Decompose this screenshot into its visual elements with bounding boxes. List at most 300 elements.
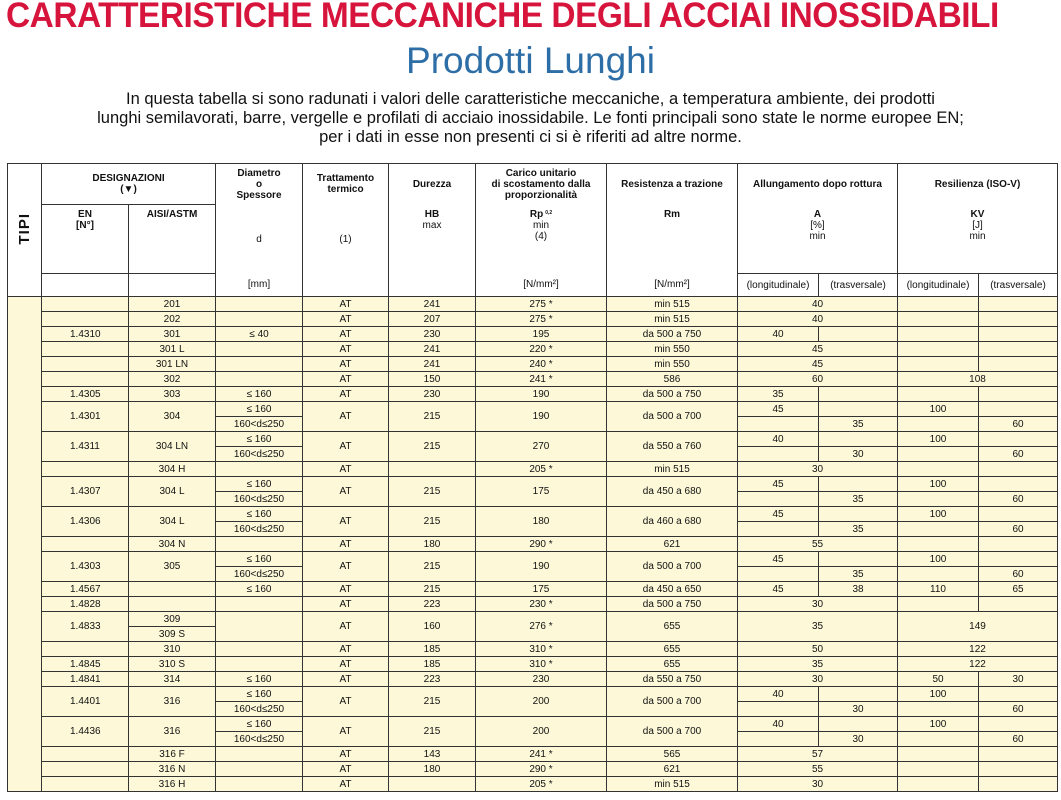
trattamento-cell: [303, 747, 389, 762]
en-cell: [42, 762, 129, 777]
rm-cell-text: da 500 a 750: [642, 328, 702, 340]
kv-longitudinale-cell: [898, 687, 979, 702]
allungamento-cell: [738, 462, 898, 477]
kv-longitudinale-cell: [898, 777, 979, 792]
en-cell-text: 1.4303: [70, 561, 101, 572]
trattamento-cell: [303, 297, 389, 312]
rm-cell: [607, 327, 738, 342]
kv-longitudinale-cell-text: 100: [929, 478, 947, 490]
en-cell: [42, 597, 129, 612]
trattamento-cell: [303, 357, 389, 372]
aisi-cell: [129, 762, 216, 777]
table-row: [8, 537, 1058, 552]
kv-trasversale-cell: [979, 477, 1058, 492]
diametro-cell-text: ≤ 160: [246, 718, 272, 730]
diametro-cell: [216, 717, 303, 732]
allungamento-header: Allungamento dopo rottura: [738, 164, 898, 205]
a-trasversale-cell: [819, 507, 898, 522]
kv-trasversale-cell: [979, 672, 1058, 687]
rm-cell: [607, 297, 738, 312]
kv-trasversale-cell: [979, 387, 1058, 402]
rp-cell: [476, 552, 607, 582]
allungamento-cell: [738, 372, 898, 387]
durezza-cell: [389, 747, 476, 762]
a-trasversale-cell: [819, 417, 898, 432]
rm-cell: [607, 762, 738, 777]
durezza-cell: [389, 597, 476, 612]
rp-cell: [476, 477, 607, 507]
rp-cell: [476, 747, 607, 762]
a-longitudinale-cell: [738, 477, 819, 492]
allungamento-cell-text: 30: [811, 778, 824, 790]
resilienza-cell: [898, 612, 1058, 642]
a-longitudinale-cell: [738, 687, 819, 702]
allungamento-cell-text: 30: [811, 598, 824, 610]
rp-cell: [476, 327, 607, 342]
rp-cell-text: 190: [532, 388, 550, 400]
allungamento-cell: [738, 642, 898, 657]
rp-cell: [476, 342, 607, 357]
properties-table-wrapper: [7, 163, 1058, 792]
rm-cell: [607, 342, 738, 357]
allungamento-cell-text: 35: [811, 658, 824, 670]
durezza-cell: [389, 672, 476, 687]
rp-cell-text: 200: [532, 726, 550, 737]
aisi-cell: [129, 582, 216, 597]
en-cell-text: 1.4828: [70, 598, 101, 610]
en-cell: [42, 462, 129, 477]
diametro-cell: [216, 732, 303, 747]
rm-cell-text: da 550 a 760: [642, 441, 702, 452]
kv-subheader: KV [J] min: [898, 205, 1058, 274]
diametro-cell-text: ≤ 160: [246, 583, 272, 595]
rp-cell: [476, 297, 607, 312]
allungamento-cell: [738, 747, 898, 762]
table-row: [8, 357, 1058, 372]
durezza-cell: [389, 312, 476, 327]
aisi-cell: [129, 297, 216, 312]
en-cell-text: 1.4845: [70, 658, 101, 670]
aisi-cell-text: 316: [163, 696, 181, 707]
aisi-cell-text: 304 L: [159, 516, 185, 527]
rp-cell-text: 275 *: [529, 298, 553, 310]
rm-cell: [607, 777, 738, 792]
en-cell: [42, 507, 129, 537]
a-trasversale-cell: [819, 327, 898, 342]
kv-longitudinale-cell: [898, 477, 979, 492]
aisi-cell-text: 304: [163, 411, 181, 422]
rp-cell-text: 270: [532, 441, 550, 452]
kv-trasversale-cell: [979, 447, 1058, 462]
kv-longitudinale-cell: [898, 732, 979, 747]
a-longitudinale-cell: [738, 402, 819, 417]
tipi-header: TIPI: [8, 164, 42, 297]
diametro-cell: [216, 537, 303, 552]
rp-cell: [476, 372, 607, 387]
kv-trasversale-cell-text: 60: [1012, 448, 1024, 460]
aisi-cell: [129, 687, 216, 717]
en-cell: [42, 687, 129, 717]
rm-cell: [607, 582, 738, 597]
aisi-cell: [129, 672, 216, 687]
kv-longitudinale-cell: [898, 387, 979, 402]
kv-longitudinale-cell-text: 100: [929, 433, 947, 445]
a-longitudinale-cell-text: 40: [772, 688, 784, 700]
table-row: [8, 507, 1058, 522]
a-subheader: A [%] min: [738, 205, 898, 274]
diametro-cell: [216, 642, 303, 657]
trattamento-cell: [303, 387, 389, 402]
kv-longitudinale-cell: [898, 297, 979, 312]
rp-cell: [476, 537, 607, 552]
trattamento-cell-text: AT: [339, 621, 352, 632]
table-row: [8, 642, 1058, 657]
rp-cell-text: 220 *: [529, 343, 553, 355]
en-cell: [42, 342, 129, 357]
en-cell: [42, 657, 129, 672]
en-cell: [42, 297, 129, 312]
diametro-cell: [216, 432, 303, 447]
a-longitudinale-cell: [738, 507, 819, 522]
a-trasversale: (trasversale): [819, 274, 898, 297]
rm-cell-text: 621: [663, 538, 681, 550]
aisi-cell-text: 304 L: [159, 486, 185, 497]
aisi-cell: [129, 462, 216, 477]
intro-line: lunghi semilavorati, barre, vergelle e profilati di acciaio inossidabile. Le fonti principali sono state le norme europee EN;: [97, 109, 964, 127]
durezza-cell-text: 185: [423, 643, 441, 655]
diametro-cell: [216, 747, 303, 762]
resilienza-header: Resilienza (ISO-V): [898, 164, 1058, 205]
trattamento-cell: [303, 762, 389, 777]
rp-cell-text: 241 *: [529, 373, 553, 385]
trattamento-cell-text: AT: [339, 328, 352, 340]
rp-cell-text: 175: [532, 583, 550, 595]
rp-cell-text: 230 *: [529, 598, 553, 610]
kv-longitudinale-cell: [898, 747, 979, 762]
rm-cell: [607, 507, 738, 537]
rm-cell-text: 655: [663, 643, 681, 655]
rp-cell: [476, 432, 607, 462]
en-cell: [42, 477, 129, 507]
en-blank: [42, 274, 129, 297]
kv-trasversale-cell: [979, 522, 1058, 537]
allungamento-cell: [738, 657, 898, 672]
a-longitudinale-cell-text: 35: [772, 388, 784, 400]
durezza-cell-text: 230: [423, 388, 441, 400]
table-row: [8, 582, 1058, 597]
rp-cell-text: 290 *: [529, 763, 553, 775]
rp-cell: [476, 687, 607, 717]
en-cell-text: 1.4567: [70, 583, 101, 595]
en-cell: [42, 612, 129, 642]
trattamento-cell: [303, 372, 389, 387]
rp-cell: [476, 657, 607, 672]
diametro-cell-text: 160<d≤250: [233, 703, 285, 715]
durezza-cell: [389, 357, 476, 372]
kv-longitudinale-cell-text: 100: [929, 718, 947, 730]
aisi-cell: [129, 777, 216, 792]
allungamento-cell-text: 30: [811, 673, 824, 685]
trattamento-cell-text: AT: [339, 598, 352, 610]
trattamento-cell-text: AT: [339, 748, 352, 760]
en-cell: [42, 372, 129, 387]
a-trasversale-cell: [819, 492, 898, 507]
rm-cell: [607, 462, 738, 477]
kv-trasversale-cell: [979, 732, 1058, 747]
diametro-cell-text: 160<d≤250: [233, 418, 285, 430]
kv-longitudinale-cell-text: 100: [929, 688, 947, 700]
diametro-cell: [216, 417, 303, 432]
table-row: [8, 342, 1058, 357]
trattamento-cell-text: AT: [339, 726, 352, 737]
rm-cell-text: da 500 a 700: [642, 696, 702, 707]
a-longitudinale-cell: [738, 717, 819, 732]
a-longitudinale-cell: [738, 327, 819, 342]
trattamento-cell-text: AT: [339, 516, 352, 527]
kv-trasversale-cell: [979, 492, 1058, 507]
rp-cell-text: 241 *: [529, 748, 553, 760]
kv-trasversale-cell: [979, 327, 1058, 342]
en-cell: [42, 432, 129, 462]
a-longitudinale-cell-text: 40: [772, 433, 784, 445]
table-row: [8, 402, 1058, 417]
rm-cell-text: min 515: [654, 298, 690, 310]
rp-cell-text: 195: [532, 328, 550, 340]
en-cell: [42, 777, 129, 792]
en-cell: [42, 327, 129, 342]
table-row: [8, 597, 1058, 612]
aisi-cell-text: 310: [163, 643, 181, 655]
rp-cell: [476, 507, 607, 537]
durezza-cell: [389, 432, 476, 462]
mechanical-properties-table: [7, 163, 1058, 792]
en-cell-text: 1.4310: [70, 328, 101, 340]
trattamento-cell-text: AT: [339, 373, 352, 385]
a-longitudinale-cell: [738, 417, 819, 432]
durezza-cell-text: 215: [423, 696, 441, 707]
a-trasversale-cell-text: 38: [852, 583, 864, 595]
trattamento-cell: [303, 777, 389, 792]
rm-unit: [N/mm²]: [607, 274, 738, 297]
trattamento-header: Trattamento termico: [303, 164, 389, 205]
diametro-cell: [216, 342, 303, 357]
diametro-cell: [216, 687, 303, 702]
diametro-cell: [216, 522, 303, 537]
trattamento-cell: [303, 507, 389, 537]
page-subtitle: Prodotti Lunghi: [406, 40, 655, 81]
table-row: [8, 297, 1058, 312]
durezza-cell-text: 215: [423, 486, 441, 497]
a-longitudinale-cell-text: 40: [772, 328, 784, 340]
kv-trasversale-cell: [979, 537, 1058, 552]
rp-cell: [476, 642, 607, 657]
durezza-cell: [389, 507, 476, 537]
kv-longitudinale-cell-text: 100: [929, 553, 947, 565]
kv-trasversale-cell: [979, 717, 1058, 732]
rm-cell-text: da 500 a 700: [642, 411, 702, 422]
rp-cell: [476, 357, 607, 372]
rp-cell-text: 205 *: [529, 778, 553, 790]
durezza-cell: [389, 642, 476, 657]
en-cell: [42, 747, 129, 762]
kv-trasversale-cell: [979, 582, 1058, 597]
aisi-cell: [129, 627, 216, 642]
kv-longitudinale-cell: [898, 357, 979, 372]
kv-longitudinale-cell: [898, 537, 979, 552]
rm-cell: [607, 687, 738, 717]
kv-trasversale-cell: [979, 342, 1058, 357]
diametro-cell: [216, 762, 303, 777]
trattamento-cell: [303, 687, 389, 717]
allungamento-cell: [738, 297, 898, 312]
en-cell-text: 1.4401: [70, 696, 101, 707]
aisi-cell: [129, 342, 216, 357]
diametro-cell-text: ≤ 160: [246, 433, 272, 445]
durezza-cell-text: 223: [423, 673, 441, 685]
a-trasversale-cell: [819, 582, 898, 597]
rm-cell: [607, 357, 738, 372]
kv-trasversale-cell: [979, 567, 1058, 582]
a-longitudinale: (longitudinale): [738, 274, 819, 297]
aisi-cell: [129, 642, 216, 657]
trattamento-cell: [303, 327, 389, 342]
allungamento-cell: [738, 777, 898, 792]
kv-longitudinale-cell: [898, 462, 979, 477]
a-trasversale-cell: [819, 552, 898, 567]
rm-cell-text: da 450 a 680: [642, 486, 702, 497]
kv-trasversale-cell-text: 60: [1012, 568, 1024, 580]
aisi-cell: [129, 507, 216, 537]
a-trasversale-cell: [819, 432, 898, 447]
d-symbol: d: [216, 205, 303, 274]
trattamento-cell-text: AT: [339, 696, 352, 707]
diametro-cell-text: ≤ 40: [249, 328, 269, 340]
kv-longitudinale-cell-text: 50: [932, 673, 944, 685]
trattamento-cell: [303, 597, 389, 612]
allungamento-cell-text: 35: [811, 621, 824, 632]
aisi-cell-text: 301 L: [159, 343, 185, 355]
aisi-cell: [129, 657, 216, 672]
a-longitudinale-cell: [738, 447, 819, 462]
rp-unit: [N/mm²]: [476, 274, 607, 297]
rp-cell-text: 200: [532, 696, 550, 707]
aisi-cell: [129, 597, 216, 612]
rm-subheader: Rm: [607, 205, 738, 274]
rm-cell: [607, 537, 738, 552]
trattamento-cell-text: AT: [339, 763, 352, 775]
rm-cell: [607, 717, 738, 747]
rp-cell: [476, 312, 607, 327]
trattamento-cell: [303, 537, 389, 552]
durezza-cell-text: 150: [423, 373, 441, 385]
diametro-cell: [216, 402, 303, 417]
a-trasversale-cell-text: 30: [852, 703, 864, 715]
aisi-cell-text: 316: [163, 726, 181, 737]
en-cell: [42, 642, 129, 657]
kv-trasversale-cell: [979, 552, 1058, 567]
allungamento-cell-text: 45: [811, 343, 824, 355]
rm-cell-text: da 500 a 700: [642, 726, 702, 737]
kv-longitudinale-cell: [898, 552, 979, 567]
aisi-cell-text: 309: [163, 613, 181, 625]
rm-cell: [607, 552, 738, 582]
aisi-cell: [129, 552, 216, 582]
trattamento-cell-text: AT: [339, 658, 352, 670]
allungamento-cell-text: 30: [811, 463, 824, 475]
rm-cell-text: da 450 a 650: [642, 583, 702, 595]
en-cell: [42, 312, 129, 327]
kv-trasversale-cell: [979, 417, 1058, 432]
trattamento-cell-text: AT: [339, 538, 352, 550]
allungamento-cell: [738, 357, 898, 372]
en-cell-text: 1.4841: [70, 673, 101, 685]
tt-note: (1): [303, 205, 389, 274]
rm-cell: [607, 312, 738, 327]
kv-trasversale-cell-text: 60: [1012, 493, 1024, 505]
rm-cell: [607, 612, 738, 642]
kv-trasversale: (trasversale): [979, 274, 1058, 297]
trattamento-cell-text: AT: [339, 388, 352, 400]
durezza-cell-text: 143: [423, 748, 441, 760]
durezza-cell: [389, 387, 476, 402]
page-title: CARATTERISTICHE MECCANICHE DEGLI ACCIAI INOSSIDABILI: [6, 0, 999, 35]
resilienza-cell-text: 149: [969, 621, 986, 632]
rp-cell-text: 205 *: [529, 463, 553, 475]
aisi-cell-text: 314: [163, 673, 181, 685]
aisi-cell: [129, 402, 216, 432]
durezza-cell-text: 223: [423, 598, 441, 610]
diametro-cell-text: ≤ 160: [246, 403, 272, 415]
kv-trasversale-cell: [979, 507, 1058, 522]
rp-cell: [476, 582, 607, 597]
trattamento-cell: [303, 477, 389, 507]
rm-cell-text: 655: [663, 621, 681, 632]
durezza-cell: [389, 687, 476, 717]
table-row: [8, 777, 1058, 792]
table-row: [8, 762, 1058, 777]
aisi-cell: [129, 387, 216, 402]
aisi-blank: [129, 274, 216, 297]
table-header: [8, 164, 1058, 297]
rm-cell-text: da 500 a 700: [642, 561, 702, 572]
table-body: [8, 297, 1058, 792]
diametro-cell-text: 160<d≤250: [233, 733, 285, 745]
en-cell-text: 1.4311: [70, 441, 100, 452]
table-row: [8, 462, 1058, 477]
a-trasversale-cell-text: 35: [852, 493, 864, 505]
diametro-cell: [216, 657, 303, 672]
trattamento-cell-text: AT: [339, 441, 352, 452]
a-longitudinale-cell: [738, 582, 819, 597]
aisi-cell: [129, 537, 216, 552]
table-row: [8, 612, 1058, 627]
a-longitudinale-cell-text: 45: [772, 553, 784, 565]
kv-longitudinale-cell: [898, 717, 979, 732]
diametro-cell: [216, 507, 303, 522]
kv-longitudinale-cell: [898, 522, 979, 537]
rp-cell: [476, 777, 607, 792]
a-trasversale-cell: [819, 717, 898, 732]
diametro-cell: [216, 702, 303, 717]
a-longitudinale-cell: [738, 567, 819, 582]
durezza-cell-text: 207: [423, 313, 441, 325]
en-cell-text: 1.4307: [70, 486, 101, 497]
kv-longitudinale-cell: [898, 417, 979, 432]
trattamento-cell-text: AT: [339, 673, 352, 685]
a-longitudinale-cell: [738, 522, 819, 537]
aisi-cell-text: 316 F: [159, 748, 185, 760]
a-trasversale-cell: [819, 447, 898, 462]
